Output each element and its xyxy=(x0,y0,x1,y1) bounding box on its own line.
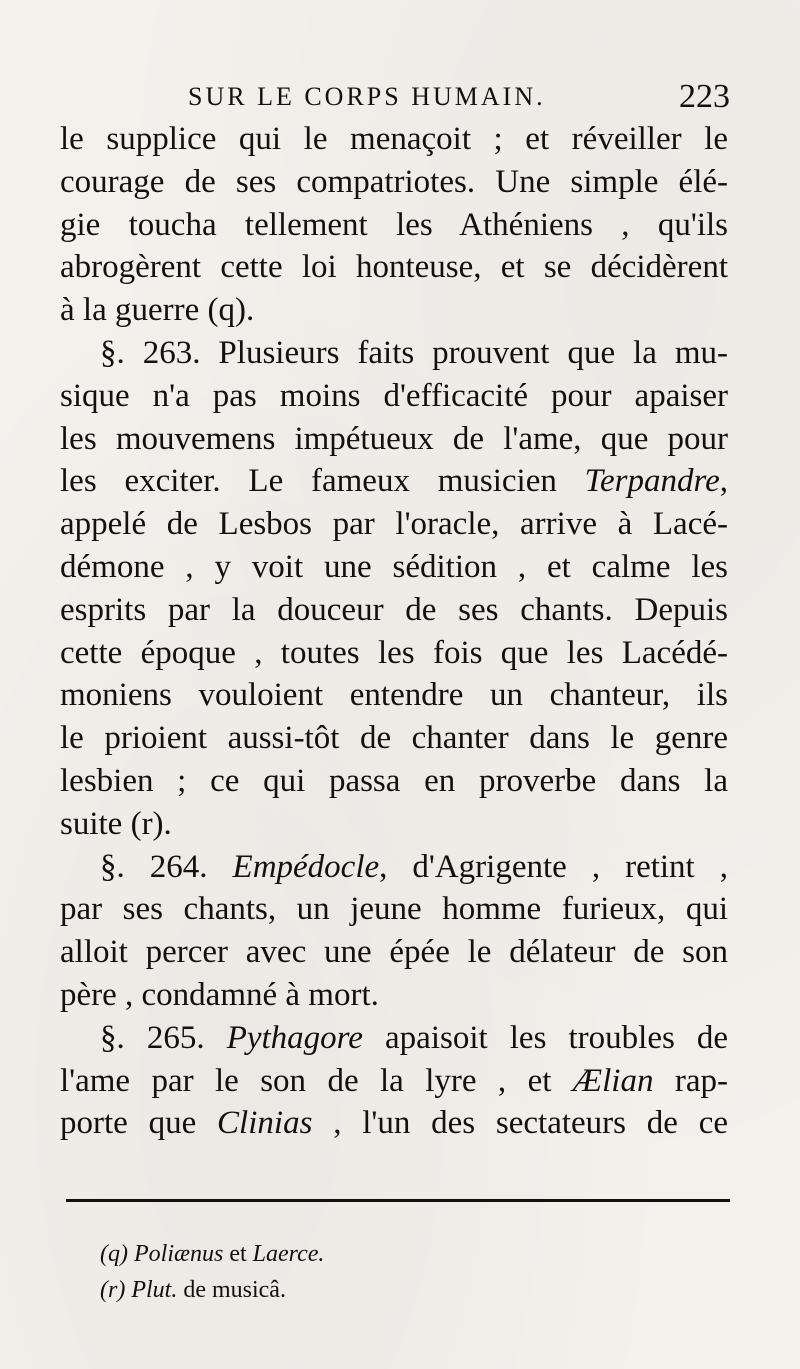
text-line: appelé de Lesbos par l'oracle, arrive à Lacé- xyxy=(60,506,728,543)
text-line xyxy=(60,460,728,503)
footnote-divider xyxy=(66,1199,730,1202)
text-line: alloit percer avec une épée le délateur de son xyxy=(60,934,728,971)
text-line: démone , y voit une sédition , et calme les xyxy=(60,548,728,585)
running-title: SUR LE CORPS HUMAIN. xyxy=(188,82,546,111)
name-terpandre: Terpandre xyxy=(584,463,720,500)
text-line: père , condamné à mort. xyxy=(60,976,379,1013)
footnote-r xyxy=(100,1272,324,1308)
body-text xyxy=(60,118,728,1145)
punctuation: , xyxy=(719,463,728,500)
text-line: gie toucha tellement les Athéniens , qu'ils xyxy=(60,206,728,243)
paragraph-263-start: §. 263. Plusieurs faits prouvent que la mu- xyxy=(100,334,728,371)
name-clinias: Clinias xyxy=(217,1105,313,1142)
name-pythagore: Pythagore xyxy=(226,1019,363,1056)
text-line xyxy=(60,1102,728,1145)
text-fragment: l'ame par le son de la lyre , et xyxy=(60,1062,552,1099)
text-fragment: rap- xyxy=(674,1062,729,1099)
text-line: à la guerre (q). xyxy=(60,292,255,329)
section-mark: §. 264. xyxy=(100,848,208,885)
text-line: moniens vouloient entendre un chanteur, ils xyxy=(60,677,728,714)
footnotes xyxy=(100,1236,324,1308)
text-line: le prioient aussi-tôt de chanter dans le genre xyxy=(60,720,728,757)
text-fragment: , l'un des sectateurs de ce xyxy=(333,1105,729,1142)
text-fragment: apaisoit les troubles de xyxy=(385,1019,729,1056)
text-line: le supplice qui le menaçoit ; et réveiller le xyxy=(60,121,728,157)
section-mark: §. 265. xyxy=(100,1019,205,1056)
text-fragment: les exciter. Le fameux musicien xyxy=(60,463,557,500)
footnote-marker: (r) xyxy=(100,1277,126,1303)
text-line: suite (r). xyxy=(60,805,172,842)
text-fragment: porte que xyxy=(60,1105,197,1142)
footnote-q xyxy=(100,1236,324,1272)
footnote-author: Plut. xyxy=(131,1277,178,1303)
text-line: les mouvemens impétueux de l'ame, que pour xyxy=(60,420,728,457)
text-line: sique n'a pas moins d'efficacité pour apaiser xyxy=(60,377,728,414)
page-header xyxy=(60,78,730,122)
text-line: cette époque , toutes les fois que les Lacédé- xyxy=(60,634,728,671)
text-line: esprits par la douceur de ses chants. Depuis xyxy=(60,591,728,628)
paragraph-265-start xyxy=(60,1017,728,1060)
text-line: courage de ses compatriotes. Une simple élé- xyxy=(60,163,728,200)
name-aelian: Ælian xyxy=(572,1062,654,1099)
footnote-text: et xyxy=(229,1241,247,1267)
footnote-text: de musicâ. xyxy=(183,1277,286,1303)
text-line xyxy=(60,1060,728,1103)
page-number: 223 xyxy=(679,78,730,115)
footnote-author: Poliænus xyxy=(133,1241,224,1267)
footnote-marker: (q) xyxy=(100,1241,128,1267)
name-empedocle: Empédocle xyxy=(232,848,380,885)
text-line: lesbien ; ce qui passa en proverbe dans la xyxy=(60,762,728,799)
paragraph-264-start xyxy=(60,846,728,889)
text-line: abrogèrent cette loi honteuse, et se décidèrent xyxy=(60,249,728,286)
text-fragment: , d'Agrigente , retint , xyxy=(379,848,728,885)
footnote-author: Laerce. xyxy=(252,1241,325,1267)
text-line: par ses chants, un jeune homme furieux, qui xyxy=(60,891,728,928)
